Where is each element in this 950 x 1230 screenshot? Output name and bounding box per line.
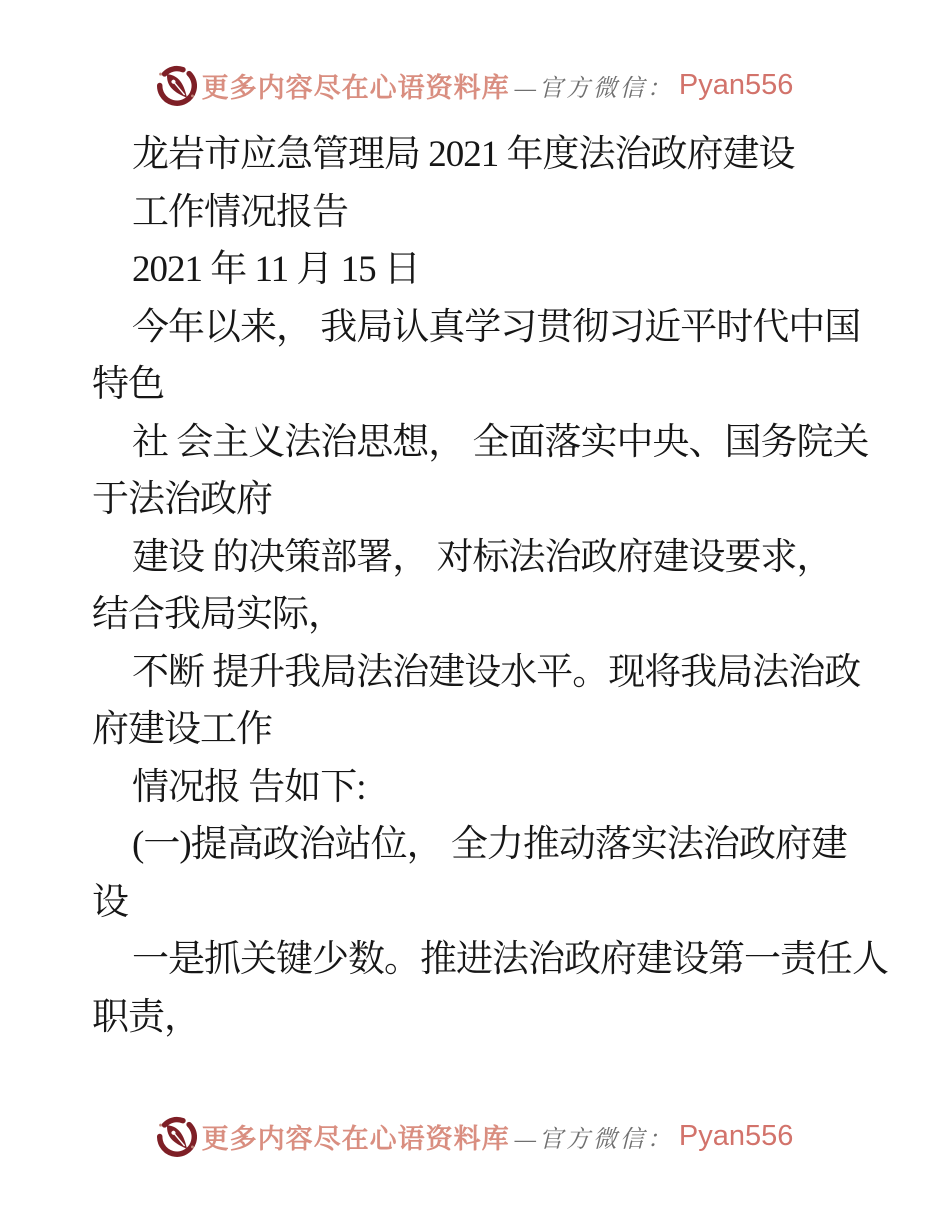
doc-line: 特色 (92, 364, 164, 405)
footer-watermark (0, 1113, 950, 1159)
watermark-wechat-id: Pyan556 (678, 1119, 794, 1152)
pen-nib-circle-icon (157, 1113, 197, 1159)
doc-title-line-1: 龙岩市应急管理局 2021 年度法治政府建设 (132, 134, 795, 175)
doc-section-heading-cont: 设 (92, 881, 128, 923)
doc-line: 于法治政府 (92, 479, 272, 520)
watermark-brand-text: 更多内容尽在心语资料库 (201, 72, 510, 103)
document-body (92, 126, 902, 1046)
watermark-wechat-label: —官方微信： (514, 1126, 674, 1153)
doc-line: 结合我局实际， (92, 594, 344, 635)
doc-line: 不断 提升我局法治建设水平。现将我局法治政 (132, 651, 861, 693)
pen-nib-circle-icon (157, 62, 197, 108)
doc-title-line-2: 工作情况报告 (132, 191, 348, 233)
doc-line: 建设 的决策部署， 对标法治政府建设要求， (132, 536, 833, 578)
doc-line: 社 会主义法治思想， 全面落实中央、国务院关 (132, 421, 869, 463)
doc-line: 府建设工作 (92, 709, 272, 750)
doc-date-line: 2021 年 11 月 15 日 (132, 249, 420, 290)
doc-section-heading: (一)提高政治站位， 全力推动落实法治政府建 (132, 824, 847, 865)
watermark-brand-text: 更多内容尽在心语资料库 (201, 1123, 510, 1154)
watermark-wechat-id: Pyan556 (678, 68, 794, 101)
doc-line: 职责， (92, 996, 200, 1038)
watermark-wechat-label: —官方微信： (514, 75, 674, 102)
doc-line: 情况报 告如下: (132, 766, 366, 808)
header-watermark (0, 62, 950, 108)
doc-line: 一是抓关键少数。推进法治政府建设第一责任人 (132, 939, 888, 980)
doc-line: 今年以来， 我局认真学习贯彻习近平时代中国 (132, 306, 861, 348)
